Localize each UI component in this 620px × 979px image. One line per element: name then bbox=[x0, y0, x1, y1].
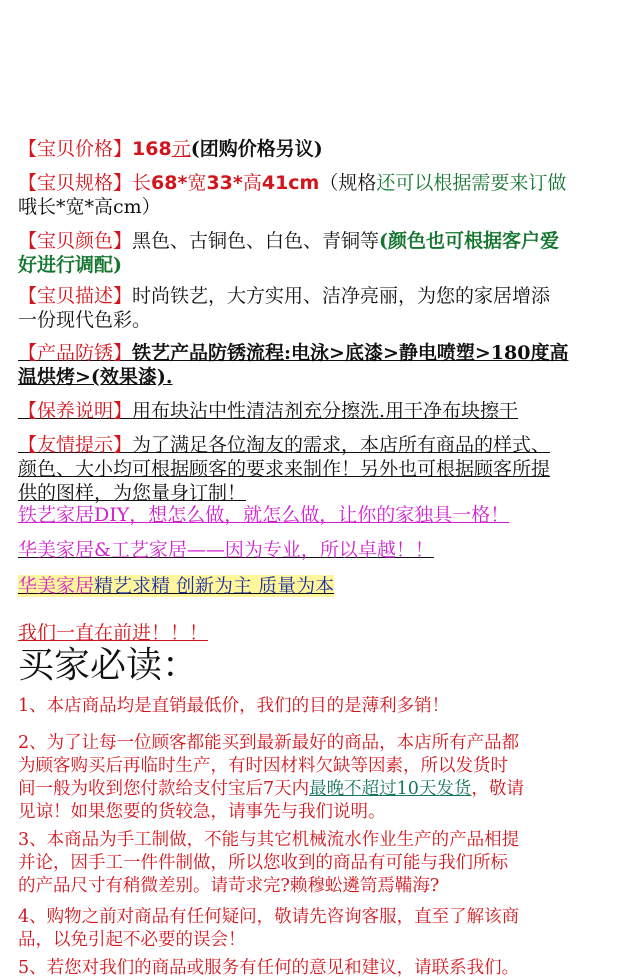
price-unit: 元 bbox=[171, 138, 191, 160]
diy-text: 铁艺家居DIY，想怎么做，就怎么做，让你的家独具一格！ bbox=[18, 504, 510, 526]
desc-text-1: 时尚铁艺，大方实用、洁净亮丽，为您的家居增添 bbox=[132, 285, 551, 307]
slogan-2b: 精艺求精 创新为主 质量为本 bbox=[94, 575, 335, 597]
tips-text-2: 颜色、大小均可根据顾客的要求来制作！另外也可根据顾客所提 bbox=[18, 458, 551, 480]
tips-line-3 bbox=[18, 481, 598, 505]
desc-tag: 【宝贝描述】 bbox=[18, 285, 133, 307]
price-amount: 168 bbox=[132, 138, 172, 160]
tips-text-1: 为了满足各位淘友的需求，本店所有商品的样式、 bbox=[132, 434, 551, 456]
notice-item-3-line-3: 的产品尺寸有稍微差别。请苛求完?赖穆蚣遴笥焉鞴海? bbox=[18, 876, 440, 896]
notice-item-2-line-3c: ，敬请 bbox=[471, 779, 524, 799]
notice-item-2-line-3a: 间一般为收到您付款给支付宝后7天内 bbox=[18, 779, 310, 799]
slogan-1: 华美家居&工艺家居——因为专业，所以卓越！！ bbox=[18, 539, 434, 561]
color-text: 黑色、古铜色、白色、青铜等 bbox=[132, 230, 380, 252]
size-note-open: （规格 bbox=[319, 172, 377, 194]
size-length-value: 68* bbox=[151, 172, 188, 194]
size-height-value: 41cm bbox=[261, 172, 320, 194]
notice-item-3-line-1: 3、本商品为手工制做，不能与其它机械流水作业生产的产品相提 bbox=[18, 830, 520, 850]
size-width-label: 宽 bbox=[187, 172, 207, 194]
shipping-limit-note: 最晚不超过10天发货 bbox=[309, 779, 472, 799]
rust-line-2 bbox=[18, 365, 598, 389]
forward-line bbox=[18, 621, 598, 645]
color-note-2: 好进行调配) bbox=[18, 254, 122, 276]
care-tag: 【保养说明】 bbox=[18, 400, 133, 422]
size-height-label: 高 bbox=[242, 172, 262, 194]
color-tag: 【宝贝颜色】 bbox=[18, 230, 133, 252]
notice-item-4-line-1: 4、购物之前对商品有任何疑问，敬请先咨询客服，直至了解该商 bbox=[18, 907, 520, 927]
slogan-2a: 华美家居 bbox=[18, 575, 95, 597]
desc-line-2 bbox=[18, 308, 598, 332]
slogan-line-2 bbox=[18, 574, 598, 598]
rust-text-2: 温烘烤>(效果漆). bbox=[18, 366, 173, 388]
slogan-line-1 bbox=[18, 538, 598, 562]
tips-line-2 bbox=[18, 457, 598, 481]
size-tag: 【宝贝规格】 bbox=[18, 172, 133, 194]
color-line-2 bbox=[18, 253, 598, 277]
notice-item-2-line-1: 2、为了让每一位顾客都能买到最新最好的商品，本店所有产品都 bbox=[18, 733, 520, 753]
notice-item-2-line-3 bbox=[18, 778, 598, 801]
price-note: (团购价格另议) bbox=[190, 138, 323, 160]
notice-item-4-line-2: 品，以免引起不必要的误会！ bbox=[18, 930, 246, 950]
desc-text-2: 一份现代色彩。 bbox=[18, 309, 152, 331]
size-line-1 bbox=[18, 171, 598, 195]
size-line-2 bbox=[18, 195, 598, 219]
notice-item-1: 1、本店商品均是直销最低价，我们的目的是薄利多销！ bbox=[18, 696, 450, 716]
tips-text-3: 供的图样，为您量身订制！ bbox=[18, 482, 247, 504]
care-text: 用布块沾中性清洁剂充分擦洗.用干净布块擦干 bbox=[132, 400, 519, 422]
notice-item-5-partial bbox=[18, 946, 598, 978]
forward-text: 我们一直在前进！！！ bbox=[18, 622, 209, 644]
price-line bbox=[18, 137, 598, 161]
notice-item-5-text: 5、若您对我们的商品或服务有任何的意见和建议，请联系我们。 bbox=[18, 958, 520, 978]
color-note-1: (颜色也可根据客户爱 bbox=[379, 230, 560, 252]
size-width-value: 33* bbox=[206, 172, 243, 194]
notice-item-2-line-4: 见谅！如果您要的货较急，请事先与我们说明。 bbox=[18, 802, 386, 822]
must-read-heading: 买家必读： bbox=[18, 645, 199, 686]
diy-line bbox=[18, 503, 598, 527]
color-line-1 bbox=[18, 229, 598, 253]
desc-line-1 bbox=[18, 284, 598, 308]
tips-tag: 【友情提示】 bbox=[18, 434, 133, 456]
notice-item-2-line-2: 为顾客购买后再临时生产，有时因材料欠缺等因素，所以发货时 bbox=[18, 756, 508, 776]
size-length-label: 长 bbox=[132, 172, 152, 194]
rust-line-1 bbox=[18, 341, 598, 365]
price-tag: 【宝贝价格】 bbox=[18, 138, 133, 160]
size-note-green: 还可以根据需要来订做 bbox=[376, 172, 567, 194]
tips-line-1 bbox=[18, 433, 598, 457]
rust-text-1: 铁艺产品防锈流程:电泳>底漆>静电喷塑>180度高 bbox=[132, 342, 569, 364]
care-line bbox=[18, 399, 598, 423]
rust-tag: 【产品防锈】 bbox=[18, 342, 133, 364]
notice-item-3-line-2: 并论，因手工一件件制做，所以您收到的商品有可能与我们所标 bbox=[18, 853, 508, 873]
size-note-line2: 哦长*宽*高cm） bbox=[18, 196, 161, 218]
